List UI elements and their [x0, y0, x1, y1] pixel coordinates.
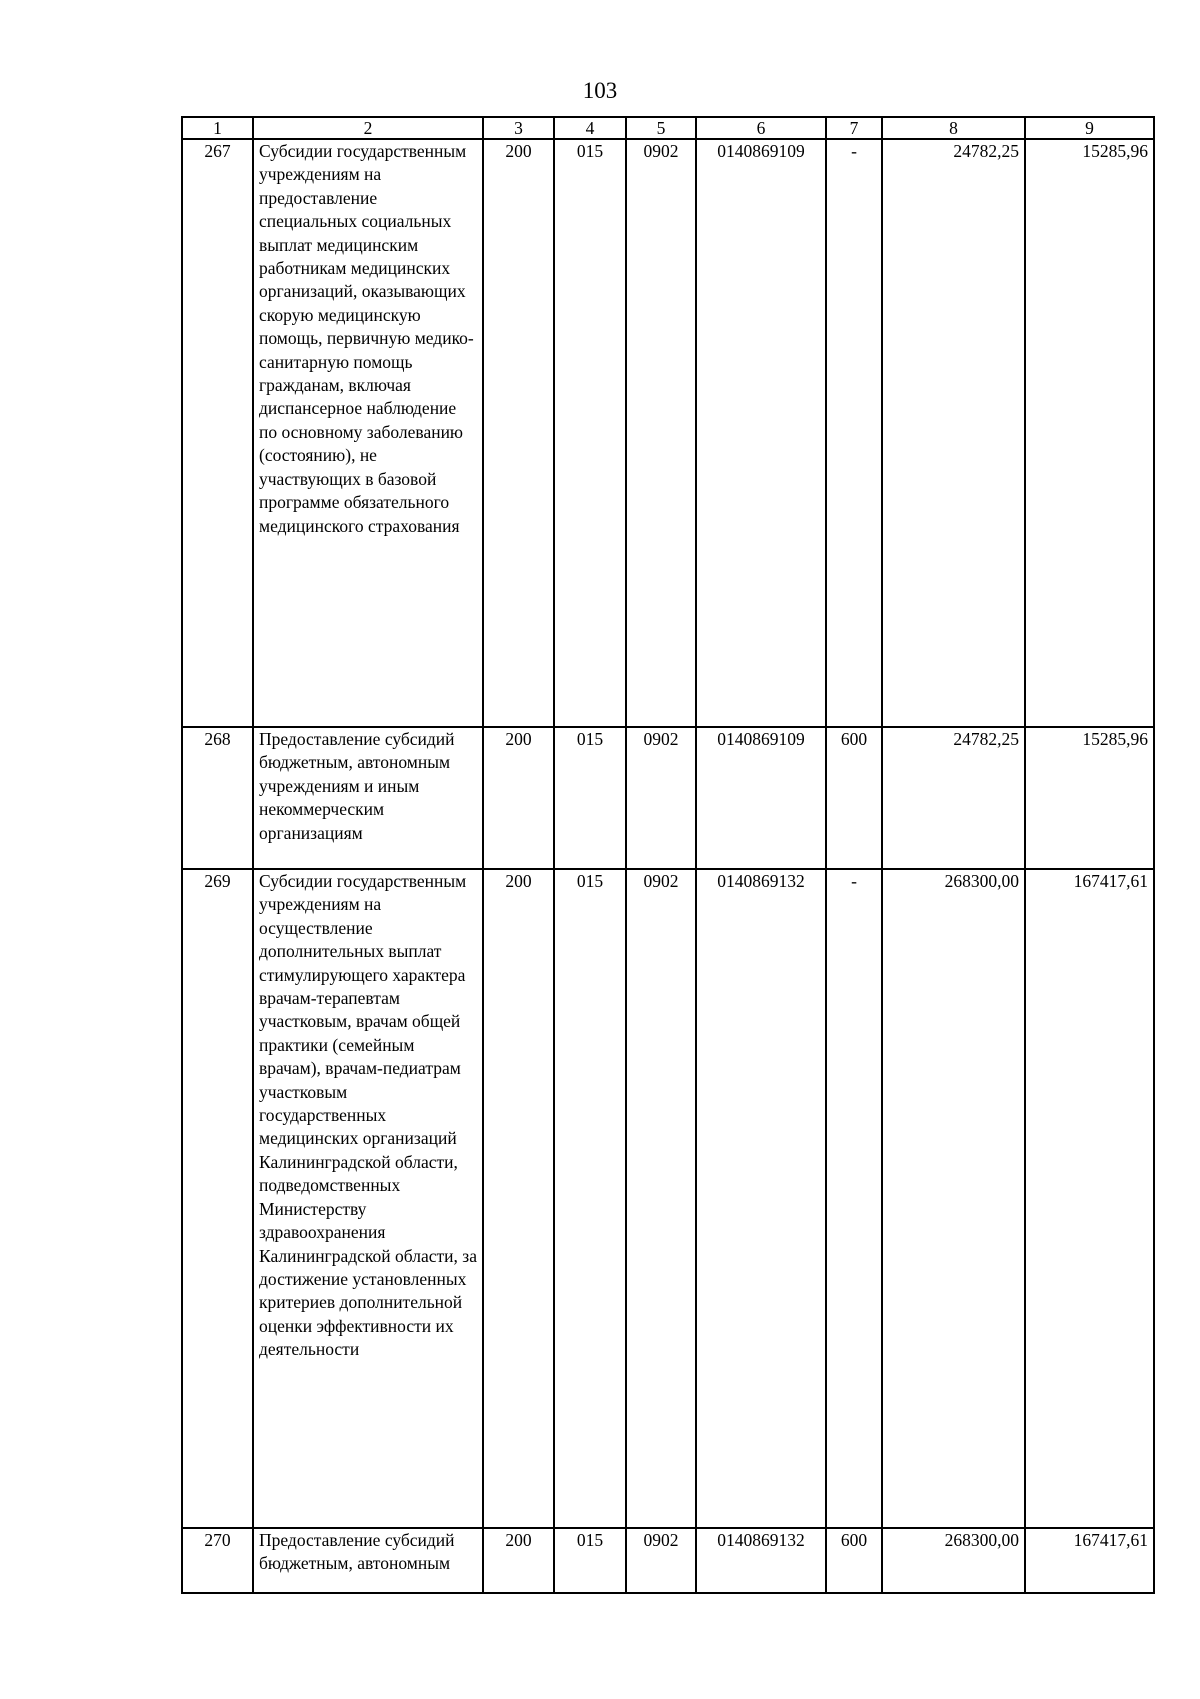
cell-col-5: 0902 — [626, 869, 696, 1528]
cell-col-9: 167417,61 — [1025, 1528, 1154, 1593]
cell-col-3: 200 — [483, 727, 554, 869]
row-description: Предоставление субсидий бюджетным, автономным учреждениям и иным некоммерческим организациям — [253, 727, 483, 869]
row-number: 267 — [182, 139, 253, 727]
row-description: Субсидии государственным учреждениям на осуществление дополнительных выплат стимулирующего характера врачам-терапевтам участковым, врачам общей практики (семейным врачам), врачам-педиатрам участковым государственных медицинских организаций Калининградской области, подведомственных Министерству здравоохранения Калининградской области, за достижение установленных критериев дополнительной оценки эффективности их деятельности — [253, 869, 483, 1528]
page-number: 103 — [582, 78, 618, 103]
cell-col-8: 24782,25 — [882, 727, 1025, 869]
column-header-8: 8 — [882, 117, 1025, 139]
cell-col-4: 015 — [554, 727, 626, 869]
table-row — [182, 869, 1154, 1528]
header-row — [182, 117, 1154, 139]
cell-col-3: 200 — [483, 1528, 554, 1593]
table-header — [182, 117, 1154, 139]
cell-col-4: 015 — [554, 1528, 626, 1593]
cell-col-7: 600 — [826, 1528, 882, 1593]
row-description: Субсидии государственным учреждениям на предоставление специальных социальных выплат медицинским работникам медицинских организаций, оказывающих скорую медицинскую помощь, первичную медико-санитарную помощь гражданам, включая диспансерное наблюдение по основному заболеванию (состоянию), не участвующих в базовой программе обязательного медицинского страхования — [253, 139, 483, 727]
cell-col-4: 015 — [554, 139, 626, 727]
table-row — [182, 1528, 1154, 1593]
row-number: 270 — [182, 1528, 253, 1593]
column-header-7: 7 — [826, 117, 882, 139]
cell-col-6: 0140869132 — [696, 1528, 826, 1593]
cell-col-7: - — [826, 139, 882, 727]
cell-col-4: 015 — [554, 869, 626, 1528]
cell-col-5: 0902 — [626, 727, 696, 869]
column-header-4: 4 — [554, 117, 626, 139]
table-row — [182, 139, 1154, 727]
column-header-3: 3 — [483, 117, 554, 139]
cell-col-6: 0140869109 — [696, 727, 826, 869]
cell-col-7: - — [826, 869, 882, 1528]
cell-col-6: 0140869132 — [696, 869, 826, 1528]
table-row — [182, 727, 1154, 869]
column-header-2: 2 — [253, 117, 483, 139]
row-description: Предоставление субсидий бюджетным, автономным — [253, 1528, 483, 1593]
cell-col-9: 167417,61 — [1025, 869, 1154, 1528]
cell-col-5: 0902 — [626, 1528, 696, 1593]
cell-col-8: 268300,00 — [882, 1528, 1025, 1593]
cell-col-9: 15285,96 — [1025, 139, 1154, 727]
cell-col-7: 600 — [826, 727, 882, 869]
cell-col-8: 268300,00 — [882, 869, 1025, 1528]
column-header-9: 9 — [1025, 117, 1154, 139]
column-header-5: 5 — [626, 117, 696, 139]
cell-col-8: 24782,25 — [882, 139, 1025, 727]
column-header-6: 6 — [696, 117, 826, 139]
cell-col-3: 200 — [483, 139, 554, 727]
cell-col-9: 15285,96 — [1025, 727, 1154, 869]
budget-table — [181, 116, 1155, 1594]
column-header-1: 1 — [182, 117, 253, 139]
row-number: 268 — [182, 727, 253, 869]
cell-col-6: 0140869109 — [696, 139, 826, 727]
row-number: 269 — [182, 869, 253, 1528]
cell-col-5: 0902 — [626, 139, 696, 727]
cell-col-3: 200 — [483, 869, 554, 1528]
table-body — [182, 139, 1154, 1593]
